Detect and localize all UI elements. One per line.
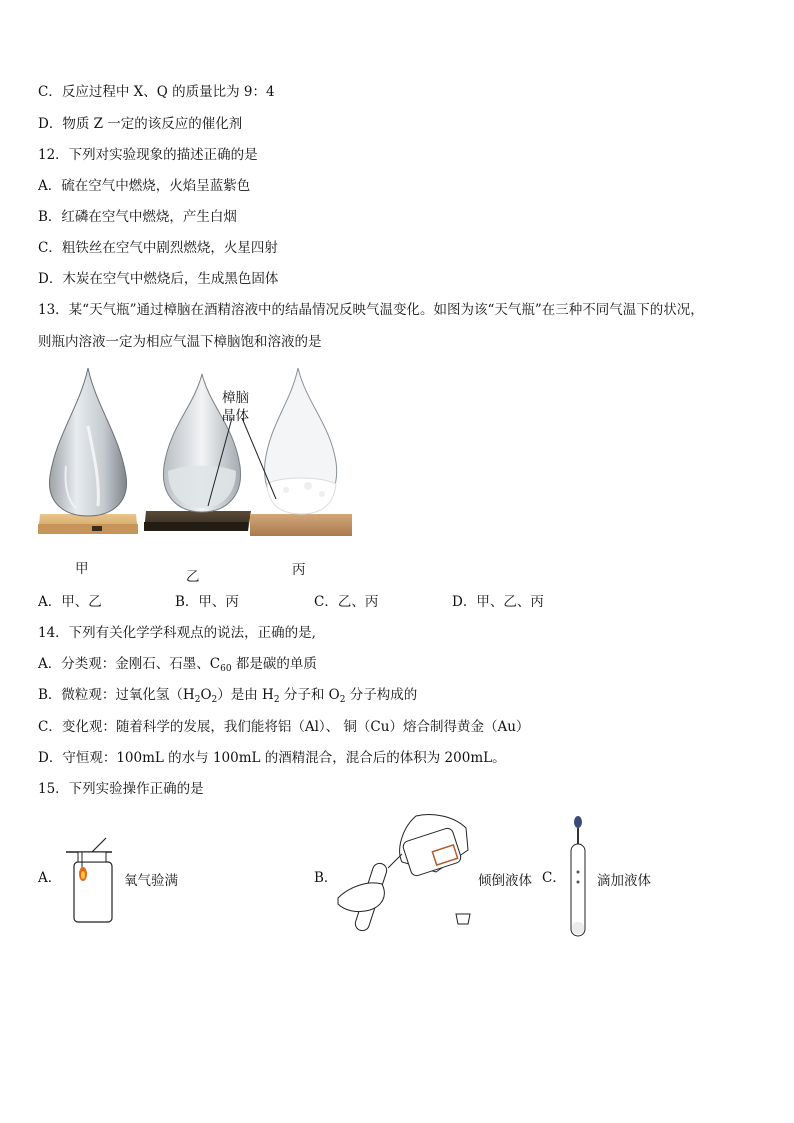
- caption-yi: 乙: [186, 569, 200, 585]
- q13-option-d: D．甲、乙、丙: [452, 594, 544, 610]
- h2o2-h-subscript: 2: [194, 695, 201, 705]
- q15-option-a-letter: A．: [38, 870, 62, 886]
- caption-bing: 丙: [292, 562, 306, 578]
- oxygen-test-figure: [66, 836, 116, 926]
- q11-option-d: D．物质 Z 一定的该反应的催化剂: [38, 116, 243, 132]
- bottle-jia: [38, 368, 138, 534]
- q13-stem-line1: 13．某“天气瓶”通过樟脑在酒精溶液中的结晶情况反映气温变化。如图为该“天气瓶”在三种不同气温下的状况，: [38, 302, 704, 318]
- q12-option-d: D．木炭在空气中燃烧后，生成黑色固体: [38, 271, 279, 287]
- h2-subscript: 2: [273, 695, 280, 705]
- q14-option-c: C．变化观：随着科学的发展，我们能将铝（Al）、 铜（Cu）熔合制得黄金（Au）: [38, 719, 530, 735]
- camphor-label-line2: 晶体: [222, 408, 249, 424]
- bottle-bing: [250, 368, 352, 536]
- q14-option-b-text-5: 分子构成的: [345, 687, 418, 703]
- q15-stem: 15．下列实验操作正确的是: [38, 781, 204, 797]
- h2o2-o-subscript: 2: [211, 695, 218, 705]
- q14-option-a: [38, 655, 317, 678]
- q14-option-b-text-4: 分子和 O: [279, 687, 340, 703]
- q14-option-a-text: A．分类观：金刚石、石墨、C: [38, 656, 221, 672]
- q14-option-b: [38, 686, 417, 709]
- q14-option-d: D．守恒观：100mL 的水与 100mL 的酒精混合，混合后的体积为 200mL。: [38, 750, 506, 766]
- camphor-label-line1: 樟脑: [222, 390, 249, 406]
- pour-liquid-figure: [336, 810, 476, 940]
- q15-option-a-caption: 氧气验满: [124, 873, 178, 889]
- q14-option-b-text-2: O: [200, 687, 212, 703]
- drop-liquid-figure: [566, 814, 590, 940]
- q15-option-b-letter: B．: [314, 870, 338, 886]
- storm-glass-figure: [36, 366, 366, 586]
- caption-jia: 甲: [75, 561, 89, 577]
- o2-subscript: 2: [339, 695, 346, 705]
- q13-stem-line2: 则瓶内溶液一定为相应气温下樟脑饱和溶液的是: [38, 334, 322, 350]
- q15-option-b-caption: 倾倒液体: [478, 873, 532, 889]
- q13-option-c: C．乙、丙: [314, 594, 379, 610]
- q13-option-b: B．甲、丙: [175, 594, 239, 610]
- q15-option-c-caption: 滴加液体: [597, 873, 651, 889]
- q14-stem: 14．下列有关化学学科观点的说法，正确的是,: [38, 625, 316, 641]
- q12-stem: 12．下列对实验现象的描述正确的是: [38, 147, 258, 163]
- q12-option-a: A．硫在空气中燃烧，火焰呈蓝紫色: [38, 178, 251, 194]
- q12-option-b: B．红磷在空气中燃烧，产生白烟: [38, 209, 237, 225]
- c60-subscript: 60: [220, 664, 232, 674]
- q15-option-c-letter: C．: [542, 870, 566, 886]
- q11-option-c: C．反应过程中 X、Q 的质量比为 9：4: [38, 84, 275, 100]
- q14-option-a-text-end: 都是碳的单质: [231, 656, 317, 672]
- q13-option-a: A．甲、乙: [38, 594, 102, 610]
- q12-option-c: C．粗铁丝在空气中剧烈燃烧，火星四射: [38, 240, 278, 256]
- q14-option-b-text-1: B．微粒观：过氧化氢（H: [38, 687, 195, 703]
- q14-option-b-text-3: ）是由 H: [217, 687, 274, 703]
